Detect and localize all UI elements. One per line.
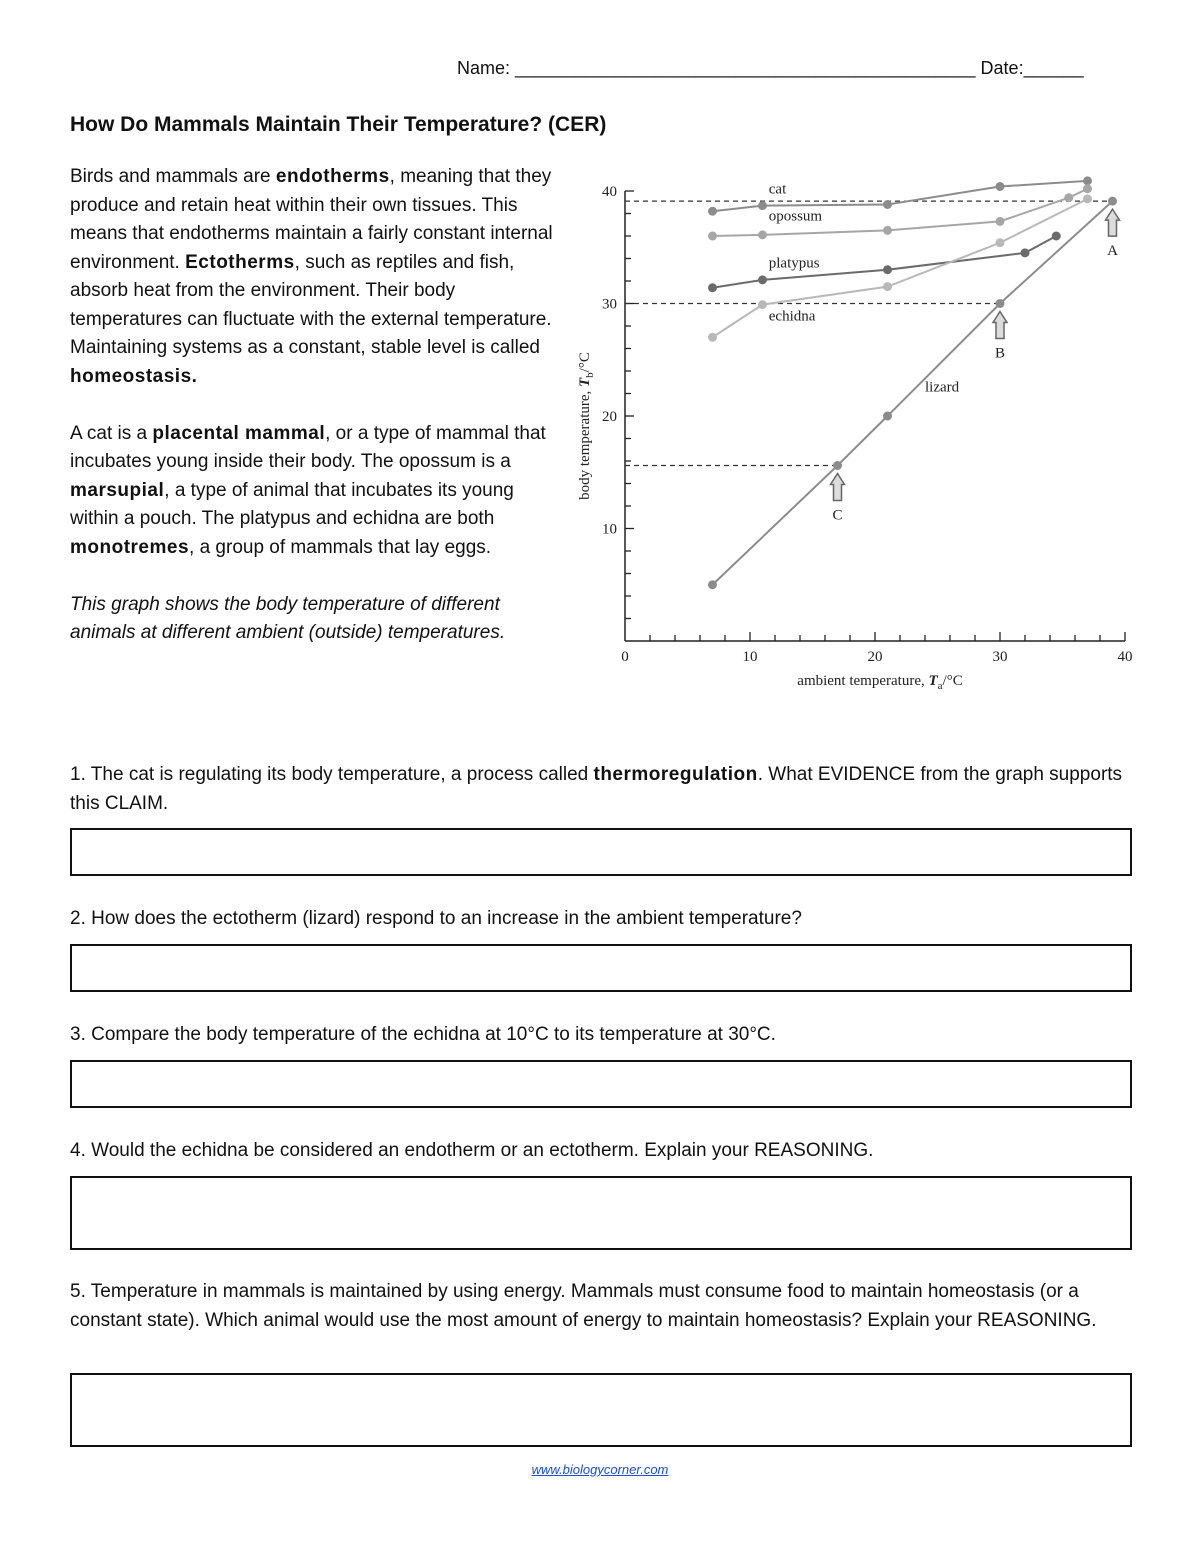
data-point-cat <box>883 200 892 209</box>
answer-box-5[interactable] <box>70 1373 1132 1447</box>
x-tick-label: 20 <box>867 649 883 665</box>
question-number: 2. <box>70 908 86 929</box>
x-axis-label: ambient temperature, $T_a/^\circ C$ <box>797 673 963 692</box>
name-field[interactable]: ______________________________________________ <box>515 58 976 78</box>
data-point-opossum <box>708 232 717 241</box>
term-homeostasis: homeostasis. <box>70 365 198 387</box>
data-point-platypus <box>1052 232 1061 241</box>
annotation-label-B: B <box>994 345 1006 362</box>
data-point-lizard <box>833 461 842 470</box>
data-point-cat <box>758 201 767 210</box>
date-label: Date: <box>980 58 1024 78</box>
data-point-cat <box>1083 176 1092 185</box>
data-point-lizard <box>1108 197 1117 206</box>
data-point-opossum <box>1064 193 1073 202</box>
data-point-lizard <box>883 412 892 421</box>
annotation-label-A: A <box>1107 243 1118 260</box>
chart-axes <box>577 184 1133 692</box>
text-run: , or a type of mammal that incubates young inside their body. The opossum is a <box>70 422 546 472</box>
data-point-lizard <box>996 299 1005 308</box>
data-point-echidna <box>883 282 892 291</box>
question-text: The cat is regulating its body temperature, a process called <box>85 764 594 785</box>
intro-paragraph-1 <box>70 163 560 391</box>
y-axis-label: body temperature, $T_b/^\circ C$ <box>577 352 596 500</box>
answer-box-1[interactable] <box>70 828 1132 876</box>
text-run: A cat is a <box>70 422 153 444</box>
data-point-echidna <box>708 333 717 342</box>
question-number: 3. <box>70 1024 86 1045</box>
question-text: Compare the body temperature of the echidna at 10°C to its temperature at 30°C. <box>85 1024 776 1045</box>
text-run: Birds and mammals are <box>70 166 276 187</box>
data-point-opossum <box>1083 184 1092 193</box>
text-run: , meaning that they produce and retain heat within their own tissues. This means that endotherms maintain a fairly constant internal environment. <box>70 166 553 273</box>
text-run: , a group of mammals that lay eggs. <box>189 536 492 558</box>
data-point-opossum <box>996 217 1005 226</box>
data-point-echidna <box>758 300 767 309</box>
annotation-arrow-B <box>993 312 1007 339</box>
intro-paragraph-2 <box>70 420 560 563</box>
chart-series <box>708 176 1117 589</box>
term-thermoregulation: thermoregulation <box>593 764 758 785</box>
name-date-header <box>457 58 1084 79</box>
answer-box-2[interactable] <box>70 944 1132 992</box>
text-run: , a type of animal that incubates its young within a pouch. The platypus and echidna are both <box>70 479 514 529</box>
question-text: How does the ectotherm (lizard) respond to an increase in the ambient temperature? <box>85 908 802 929</box>
data-point-platypus <box>1021 248 1030 257</box>
data-point-cat <box>996 182 1005 191</box>
y-tick-label: 10 <box>602 521 617 538</box>
question-number: 4. <box>70 1140 86 1161</box>
question-2 <box>70 905 1140 934</box>
question-text: Would the echidna be considered an endotherm or an ectotherm. Explain your REASONING. <box>85 1140 874 1161</box>
question-text: . What EVIDENCE from the graph supports this CLAIM. <box>70 764 1123 814</box>
term-placental-mammal: placental mammal <box>152 422 326 444</box>
y-tick-label: 20 <box>602 409 617 425</box>
term-marsupial: marsupial <box>70 479 165 501</box>
question-number: 5. <box>70 1281 86 1302</box>
series-label-opossum: opossum <box>768 208 823 225</box>
question-1 <box>70 761 1140 818</box>
question-4 <box>70 1137 1140 1166</box>
data-point-lizard <box>708 580 717 589</box>
x-tick-label: 30 <box>992 649 1008 665</box>
intro-text <box>70 163 560 676</box>
footer-link[interactable]: www.biologycorner.com <box>531 1462 669 1477</box>
x-tick-label: 10 <box>742 649 758 665</box>
y-tick-label: 40 <box>602 184 617 200</box>
data-point-platypus <box>708 283 717 292</box>
name-label: Name: <box>457 58 511 78</box>
annotation-label-C: C <box>832 507 843 524</box>
date-field[interactable]: ______ <box>1023 58 1084 78</box>
data-point-cat <box>708 207 717 216</box>
data-point-echidna <box>996 238 1005 247</box>
question-3 <box>70 1021 1140 1050</box>
annotation-arrow-C <box>831 474 845 501</box>
question-text: Temperature in mammals is maintained by using energy. Mammals must consume food to maintain homeostasis (or a constant state). Which animal would use the most amount of energy to maintain homeostasis? Explain your REASONING. <box>70 1281 1097 1331</box>
footer <box>0 1462 1200 1477</box>
series-label-cat: cat <box>768 181 787 198</box>
series-label-platypus: platypus <box>768 255 820 272</box>
question-number: 1. <box>70 764 86 785</box>
term-endotherms: endotherms <box>275 166 390 187</box>
reference-lines <box>625 201 1113 465</box>
page-title: How Do Mammals Maintain Their Temperature? (CER) <box>70 113 607 136</box>
data-point-echidna <box>1083 194 1092 203</box>
data-point-platypus <box>883 265 892 274</box>
answer-box-4[interactable] <box>70 1176 1132 1250</box>
data-point-opossum <box>758 230 767 239</box>
question-5 <box>70 1278 1140 1335</box>
x-tick-label: 40 <box>1117 649 1133 665</box>
series-label-echidna: echidna <box>768 308 816 325</box>
intro-paragraph-3 <box>70 591 560 648</box>
y-tick-label: 30 <box>602 296 617 313</box>
series-label-lizard: lizard <box>925 379 960 396</box>
x-tick-label: 0 <box>621 649 629 665</box>
annotation-arrow-A <box>1106 209 1120 236</box>
term-ectotherms: Ectotherms <box>185 251 295 273</box>
data-point-opossum <box>883 226 892 235</box>
graph-caption: This graph shows the body temperature of different animals at different ambient (outside) temperatures. <box>70 593 506 643</box>
text-run: , such as reptiles and fish, absorb heat from the environment. Their body temperatures can fluctuate with the external temperature. Maintaining systems as a constant, stable level is called <box>70 251 552 358</box>
temperature-chart <box>573 168 1145 698</box>
answer-box-3[interactable] <box>70 1060 1132 1108</box>
term-monotremes: monotremes <box>70 536 190 558</box>
data-point-platypus <box>758 275 767 284</box>
